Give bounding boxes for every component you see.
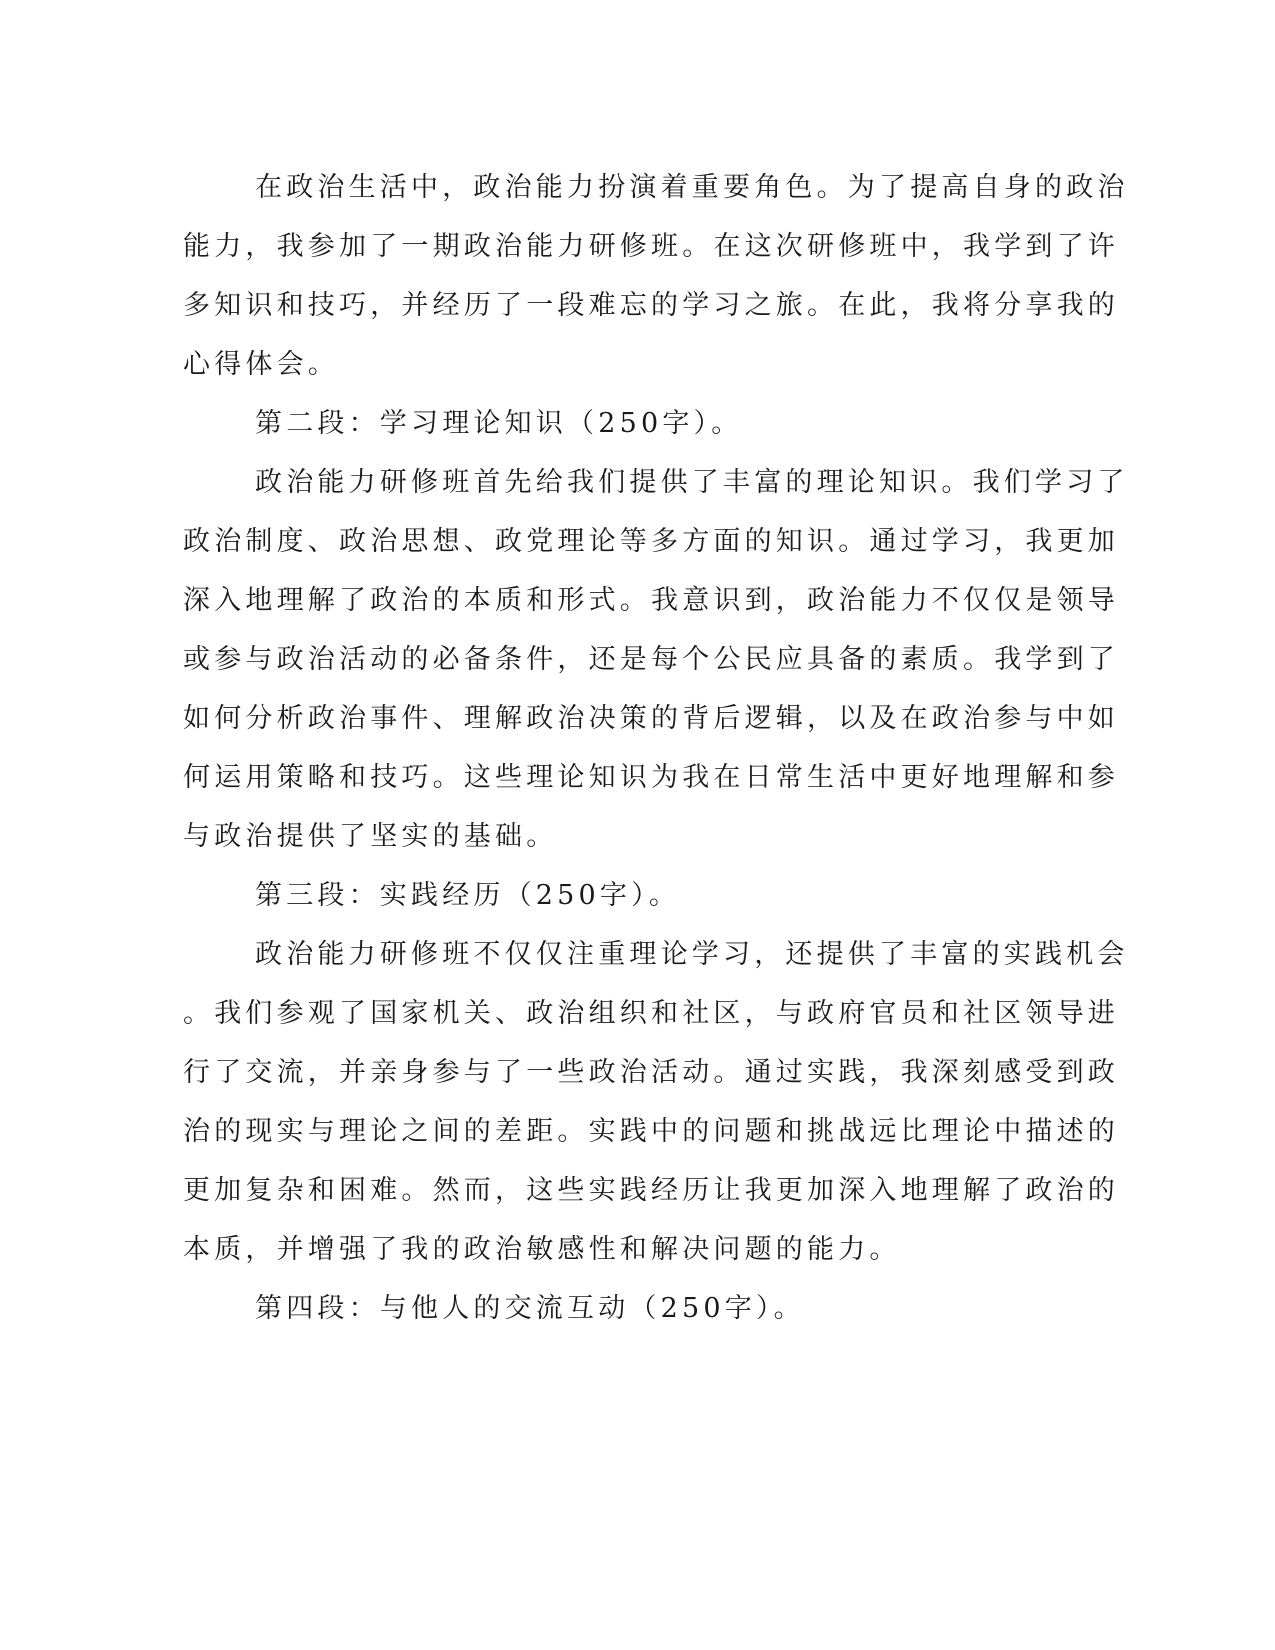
paragraph-3-line-3: 行了交流，并亲身参与了一些政治活动。通过实践，我深刻感受到政 (183, 1057, 1119, 1088)
paragraph-1-line-1: 在政治生活中，政治能力扮演着重要角色。为了提高自身的政治 (255, 172, 1129, 203)
paragraph-3-line-1: 政治能力研修班不仅仅注重理论学习，还提供了丰富的实践机会 (255, 939, 1129, 970)
paragraph-2-line-4: 或参与政治活动的必备条件，还是每个公民应具备的素质。我学到了 (183, 644, 1119, 675)
section-heading-2: 第二段：学习理论知识（250字）。 (255, 408, 743, 439)
document-body (183, 158, 1129, 1338)
paragraph-3-line-2: 。我们参观了国家机关、政治组织和社区，与政府官员和社区领导进 (183, 998, 1119, 1029)
paragraph-3-line-6: 本质，并增强了我的政治敏感性和解决问题的能力。 (183, 1234, 901, 1265)
paragraph-2-line-6: 何运用策略和技巧。这些理论知识为我在日常生活中更好地理解和参 (183, 762, 1119, 793)
paragraph-2-line-2: 政治制度、政治思想、政党理论等多方面的知识。通过学习，我更加 (183, 526, 1119, 557)
section-heading-3: 第三段：实践经历（250字）。 (255, 880, 681, 911)
paragraph-2-line-3: 深入地理解了政治的本质和形式。我意识到，政治能力不仅仅是领导 (183, 585, 1119, 616)
paragraph-2-line-1: 政治能力研修班首先给我们提供了丰富的理论知识。我们学习了 (255, 467, 1129, 498)
paragraph-2-line-7: 与政治提供了坚实的基础。 (183, 821, 558, 852)
paragraph-2-line-5: 如何分析政治事件、理解政治决策的背后逻辑，以及在政治参与中如 (183, 703, 1119, 734)
paragraph-1-line-3: 多知识和技巧，并经历了一段难忘的学习之旅。在此，我将分享我的 (183, 290, 1119, 321)
section-heading-4: 第四段：与他人的交流互动（250字）。 (255, 1293, 805, 1324)
paragraph-1-line-4: 心得体会。 (183, 349, 339, 380)
paragraph-1-line-2: 能力，我参加了一期政治能力研修班。在这次研修班中，我学到了许 (183, 231, 1119, 262)
paragraph-3-line-5: 更加复杂和困难。然而，这些实践经历让我更加深入地理解了政治的 (183, 1175, 1119, 1206)
paragraph-3-line-4: 治的现实与理论之间的差距。实践中的问题和挑战远比理论中描述的 (183, 1116, 1119, 1147)
